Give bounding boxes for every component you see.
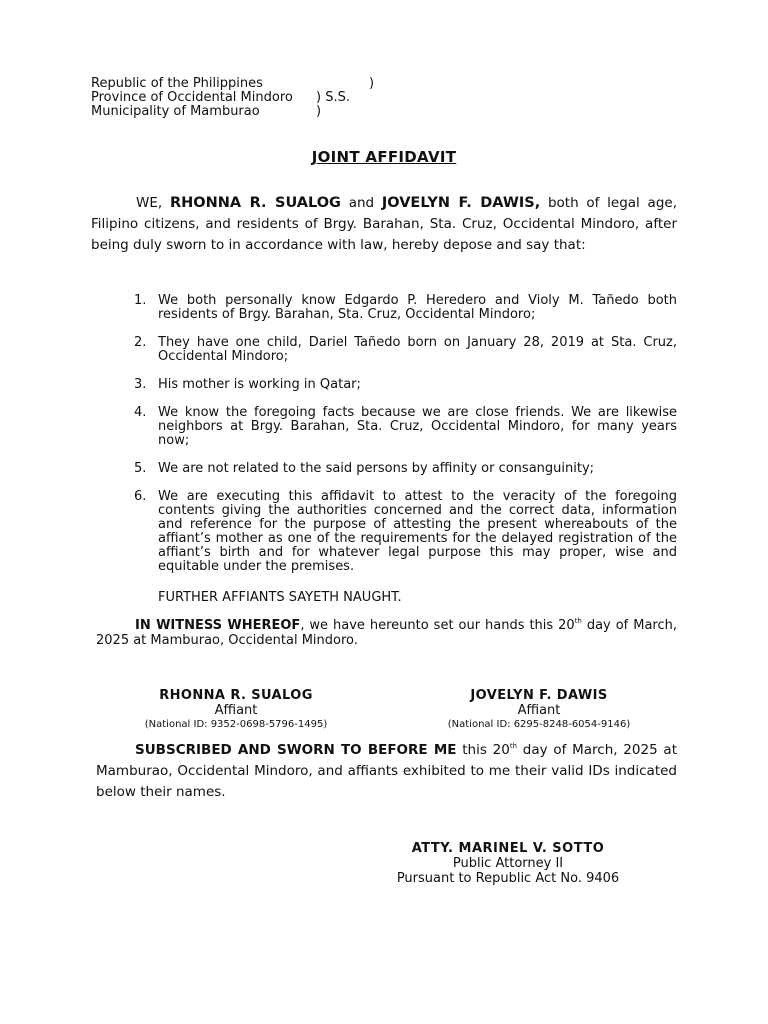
affiant-name-2: JOVELYN F. DAWIS, xyxy=(381,195,541,211)
item-text: We are not related to the said persons by affinity or consanguinity; xyxy=(158,461,595,476)
affiant-signature-name: RHONNA R. SUALOG xyxy=(159,688,313,703)
list-item xyxy=(134,406,677,448)
affiant-signature-name: JOVELYN F. DAWIS xyxy=(470,688,608,703)
document-title: JOINT AFFIDAVIT xyxy=(311,148,457,166)
item-text: We know the foregoing facts because we are close friends. We are likewise neighbors at Brgy. Barahan, Sta. Cruz, Occidental Mindoro, for many years now; xyxy=(158,405,677,448)
jurat-lead: SUBSCRIBED AND SWORN TO BEFORE ME xyxy=(135,742,457,758)
witness-lead: IN WITNESS WHEREOF xyxy=(135,618,301,633)
item-number: 2. xyxy=(134,335,147,350)
intro-conjunction: and xyxy=(340,195,382,211)
list-item xyxy=(134,378,677,392)
affiant-national-id: (National ID: 6295-8248-6054-9146) xyxy=(447,719,631,730)
venue-province: Province of Occidental Mindoro xyxy=(91,90,293,105)
venue-line-1 xyxy=(91,76,375,91)
statement-list xyxy=(134,294,677,588)
venue-paren-3: ) xyxy=(316,104,322,119)
intro-text: both of legal age, Filipino citizens, and residents of Brgy. Barahan, Sta. Cruz, Occidental Mindoro, after being duly sworn to in accordance with law, hereby depose and say that: xyxy=(91,195,677,253)
item-number: 6. xyxy=(134,489,147,504)
venue-republic: Republic of the Philippines xyxy=(91,76,263,91)
venue-paren-1: ) xyxy=(369,76,375,91)
affiant-role: Affiant xyxy=(517,703,561,718)
intro-paragraph xyxy=(91,193,677,256)
venue-line-3 xyxy=(91,104,322,119)
affiant-signature-block-2 xyxy=(424,688,654,731)
item-text: His mother is working in Qatar; xyxy=(158,377,361,392)
item-text: They have one child, Dariel Tañedo born on January 28, 2019 at Sta. Cruz, Occidental Mindoro; xyxy=(158,335,677,364)
attorney-name: ATTY. MARINEL V. SOTTO xyxy=(411,841,605,856)
jurat-text-2: day of March, 2025 at Mamburao, Occidental Mindoro, and affiants exhibited to me their valid IDs indicated below their names. xyxy=(96,742,677,800)
jurat-text-1: this 20 xyxy=(456,742,510,758)
attorney-block xyxy=(378,841,638,886)
venue-line-2 xyxy=(91,90,350,105)
jurat-paragraph xyxy=(96,740,677,803)
jurat-ordinal: th xyxy=(509,742,517,750)
item-number: 1. xyxy=(134,293,147,308)
list-item xyxy=(134,462,677,476)
witness-text-2: day of March, 2025 at Mamburao, Occidental Mindoro. xyxy=(96,618,677,648)
venue-municipality: Municipality of Mamburao xyxy=(91,104,260,119)
list-item xyxy=(134,336,677,364)
witness-paragraph xyxy=(96,618,677,648)
venue-ss: ) S.S. xyxy=(316,90,350,105)
witness-ordinal: th xyxy=(574,617,582,625)
affiant-signature-block-1 xyxy=(121,688,351,731)
item-text: We both personally know Edgardo P. Heredero and Violy M. Tañedo both residents of Brgy. Barahan, Sta. Cruz, Occidental Mindoro; xyxy=(158,293,677,322)
affiant-role: Affiant xyxy=(214,703,258,718)
attorney-authority: Pursuant to Republic Act No. 9406 xyxy=(396,871,620,886)
further-affiants-line: FURTHER AFFIANTS SAYETH NAUGHT. xyxy=(158,590,402,605)
item-text: We are executing this affidavit to attest to the veracity of the foregoing contents giving the authorities concerned and the correct data, information and reference for the purpose of attesting the present whereabouts of the affiant’s mother as one of the requirements for the delayed registration of the affiant’s birth and for whatever legal purpose this may proper, wise and equitable under the premises. xyxy=(158,489,677,574)
item-number: 3. xyxy=(134,377,147,392)
affiant-national-id: (National ID: 9352-0698-5796-1495) xyxy=(144,719,328,730)
list-item xyxy=(134,294,677,322)
item-number: 5. xyxy=(134,461,147,476)
witness-text-1: , we have hereunto set our hands this 20 xyxy=(300,618,575,633)
venue-block xyxy=(91,76,375,119)
list-item xyxy=(134,490,677,574)
affiant-name-1: RHONNA R. SUALOG xyxy=(169,195,341,211)
item-number: 4. xyxy=(134,405,147,420)
intro-prefix: WE, xyxy=(136,195,170,211)
attorney-title: Public Attorney II xyxy=(452,856,564,871)
